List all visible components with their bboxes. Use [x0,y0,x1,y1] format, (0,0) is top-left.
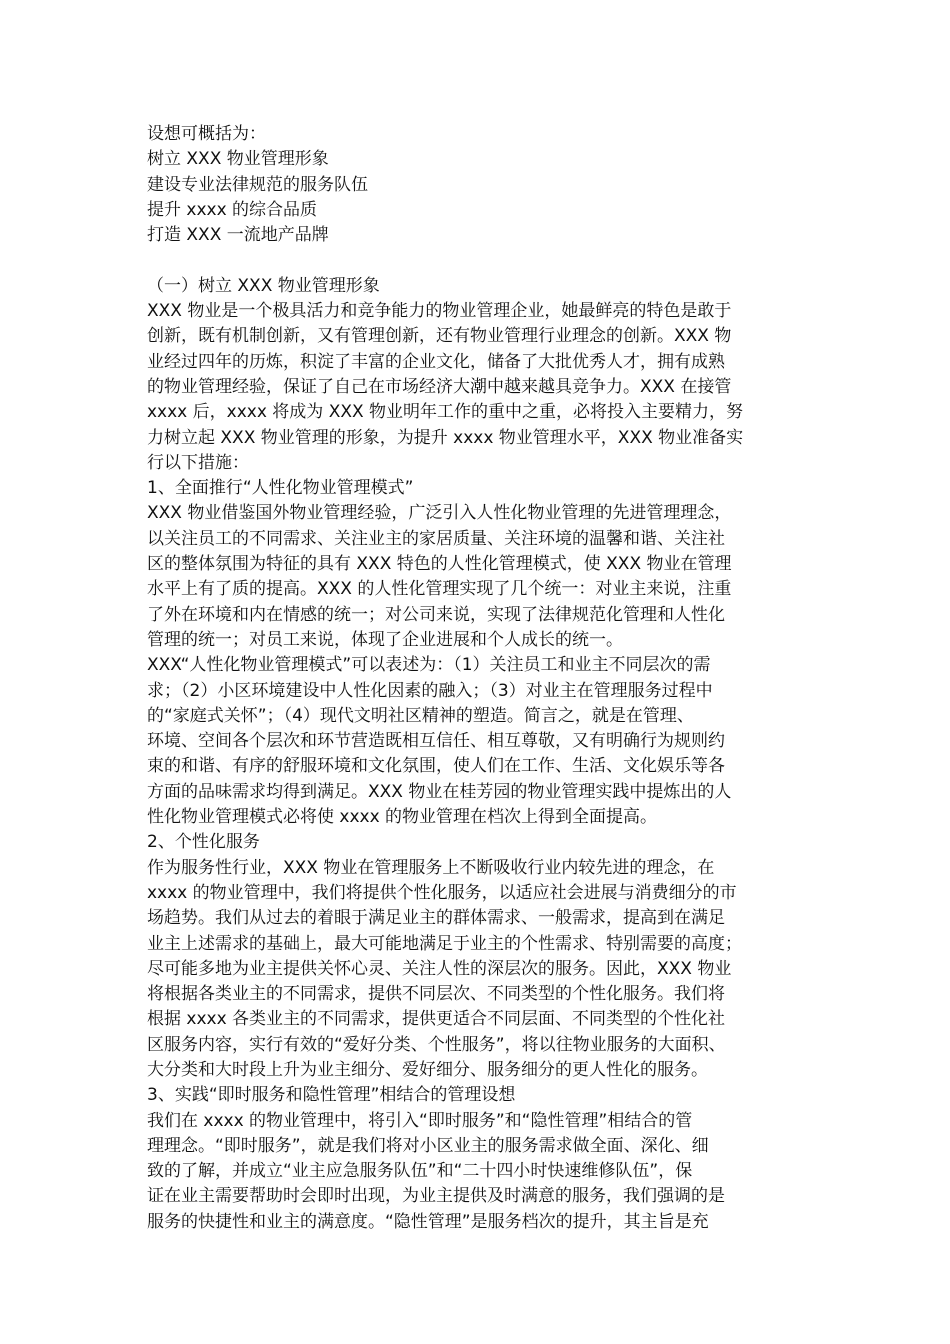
intro-block [147,122,950,248]
paragraph-line: 区的整体氛围为特征的具有 XXX 特色的人性化管理模式，使 XXX 物业在管理 [147,554,732,575]
item3 [147,1083,950,1235]
paragraph-line: 区服务内容，实行有效的“爱好分类、个性服务”，将以往物业服务的大面积、 [147,1034,726,1055]
paragraph-line: 束的和谐、有序的舒服环境和文化氛围，使人们在工作、生活、文化娱乐等各 [147,756,725,777]
paragraph-line: 管理的统一；对员工来说，体现了企业进展和个人成长的统一。 [147,629,623,650]
intro-line: 打造 XXX 一流地产品牌 [147,225,329,246]
paragraph-line: 作为服务性行业，XXX 物业在管理服务上不断吸收行业内较先进的理念，在 [147,857,715,878]
paragraph-line: 业经过四年的历炼，积淀了丰富的企业文化，储备了大批优秀人才，拥有成熟 [147,351,725,372]
paragraph-line: 尽可能多地为业主提供关怀心灵、关注人性的深层次的服务。因此，XXX 物业 [147,958,732,979]
paragraph-line: 性化物业管理模式必将使 xxxx 的物业管理在档次上得到全面提高。 [147,807,658,828]
paragraph-line: 了外在环境和内在情感的统一；对公司来说，实现了法律规范化管理和人性化 [147,604,725,625]
blank-line [147,248,950,273]
paragraph-line: 大分类和大时段上升为业主细分、爱好细分、服务细分的更人性化的服务。 [147,1059,708,1080]
paragraph-line: 理理念。“即时服务”，就是我们将对小区业主的服务需求做全面、深化、细 [147,1135,709,1156]
section1 [147,274,950,476]
paragraph-line: 方面的品味需求均得到满足。XXX 物业在桂芳园的物业管理实践中提炼出的人 [147,781,732,802]
intro-line: 树立 XXX 物业管理形象 [147,149,329,170]
paragraph-line: 求；（2）小区环境建设中人性化因素的融入；（3）对业主在管理服务过程中 [147,680,713,701]
paragraph-line: 证在业主需要帮助时会即时出现，为业主提供及时满意的服务，我们强调的是 [147,1186,725,1207]
intro-line: 建设专业法律规范的服务队伍 [147,174,368,195]
paragraph-line: 服务的快捷性和业主的满意度。“隐性管理”是服务档次的提升，其主旨是充 [147,1211,709,1232]
paragraph-line: 行以下措施： [147,452,249,473]
item-heading: 1、全面推行“人性化物业管理模式” [147,478,414,499]
intro-line: 提升 xxxx 的综合品质 [147,199,318,220]
paragraph-line: XXX 物业借鉴国外物业管理经验，广泛引入人性化物业管理的先进管理理念， [147,503,732,524]
paragraph-line: xxxx 的物业管理中，我们将提供个性化服务，以适应社会进展与消费细分的市 [147,882,737,903]
paragraph-line: 的“家庭式关怀”；（4）现代文明社区精神的塑造。简言之，就是在管理、 [147,705,694,726]
paragraph-line: 以关注员工的不同需求、关注业主的家居质量、关注环境的温馨和谐、关注社 [147,528,725,549]
item-heading: 2、个性化服务 [147,832,260,853]
paragraph-line: 将根据各类业主的不同需求，提供不同层次、不同类型的个性化服务。我们将 [147,984,725,1005]
paragraph-line: 力树立起 XXX 物业管理的形象，为提升 xxxx 物业管理水平，XXX 物业准备实 [147,427,744,448]
section-heading: （一）树立 XXX 物业管理形象 [147,275,380,296]
paragraph-line: 水平上有了质的提高。XXX 的人性化管理实现了几个统一：对业主来说，注重 [147,579,732,600]
paragraph-line: xxxx 后，xxxx 将成为 XXX 物业明年工作的重中之重，必将投入主要精力，努 [147,402,744,423]
item1 [147,476,950,830]
paragraph-line: 根据 xxxx 各类业主的不同需求，提供更适合不同层面、不同类型的个性化社 [147,1009,726,1030]
paragraph-line: 业主上述需求的基础上，最大可能地满足于业主的个性需求、特别需要的高度； [147,933,742,954]
item-heading: 3、实践“即时服务和隐性管理”相结合的管理设想 [147,1085,516,1106]
paragraph-line: 环境、空间各个层次和环节营造既相互信任、相互尊敬，又有明确行为规则约 [147,731,725,752]
paragraph-line: 致的了解，并成立“业主应急服务队伍”和“二十四小时快速维修队伍”，保 [147,1161,693,1182]
paragraph-line: XXX 物业是一个极具活力和竞争能力的物业管理企业，她最鲜亮的特色是敢于 [147,301,732,322]
paragraph-line: 的物业管理经验，保证了自己在市场经济大潮中越来越具竞争力。XXX 在接管 [147,376,732,397]
paragraph-line: 场趋势。我们从过去的着眼于满足业主的群体需求、一般需求，提高到在满足 [147,908,725,929]
item2 [147,830,950,1083]
intro-line: 设想可概括为： [147,124,266,144]
paragraph-line: 我们在 xxxx 的物业管理中，将引入“即时服务”和“隐性管理”相结合的管 [147,1110,693,1131]
paragraph-line: XXX“人性化物业管理模式”可以表述为：（1）关注员工和业主不同层次的需 [147,655,711,676]
paragraph-line: 创新，既有机制创新，又有管理创新，还有物业管理行业理念的创新。XXX 物 [147,326,732,347]
